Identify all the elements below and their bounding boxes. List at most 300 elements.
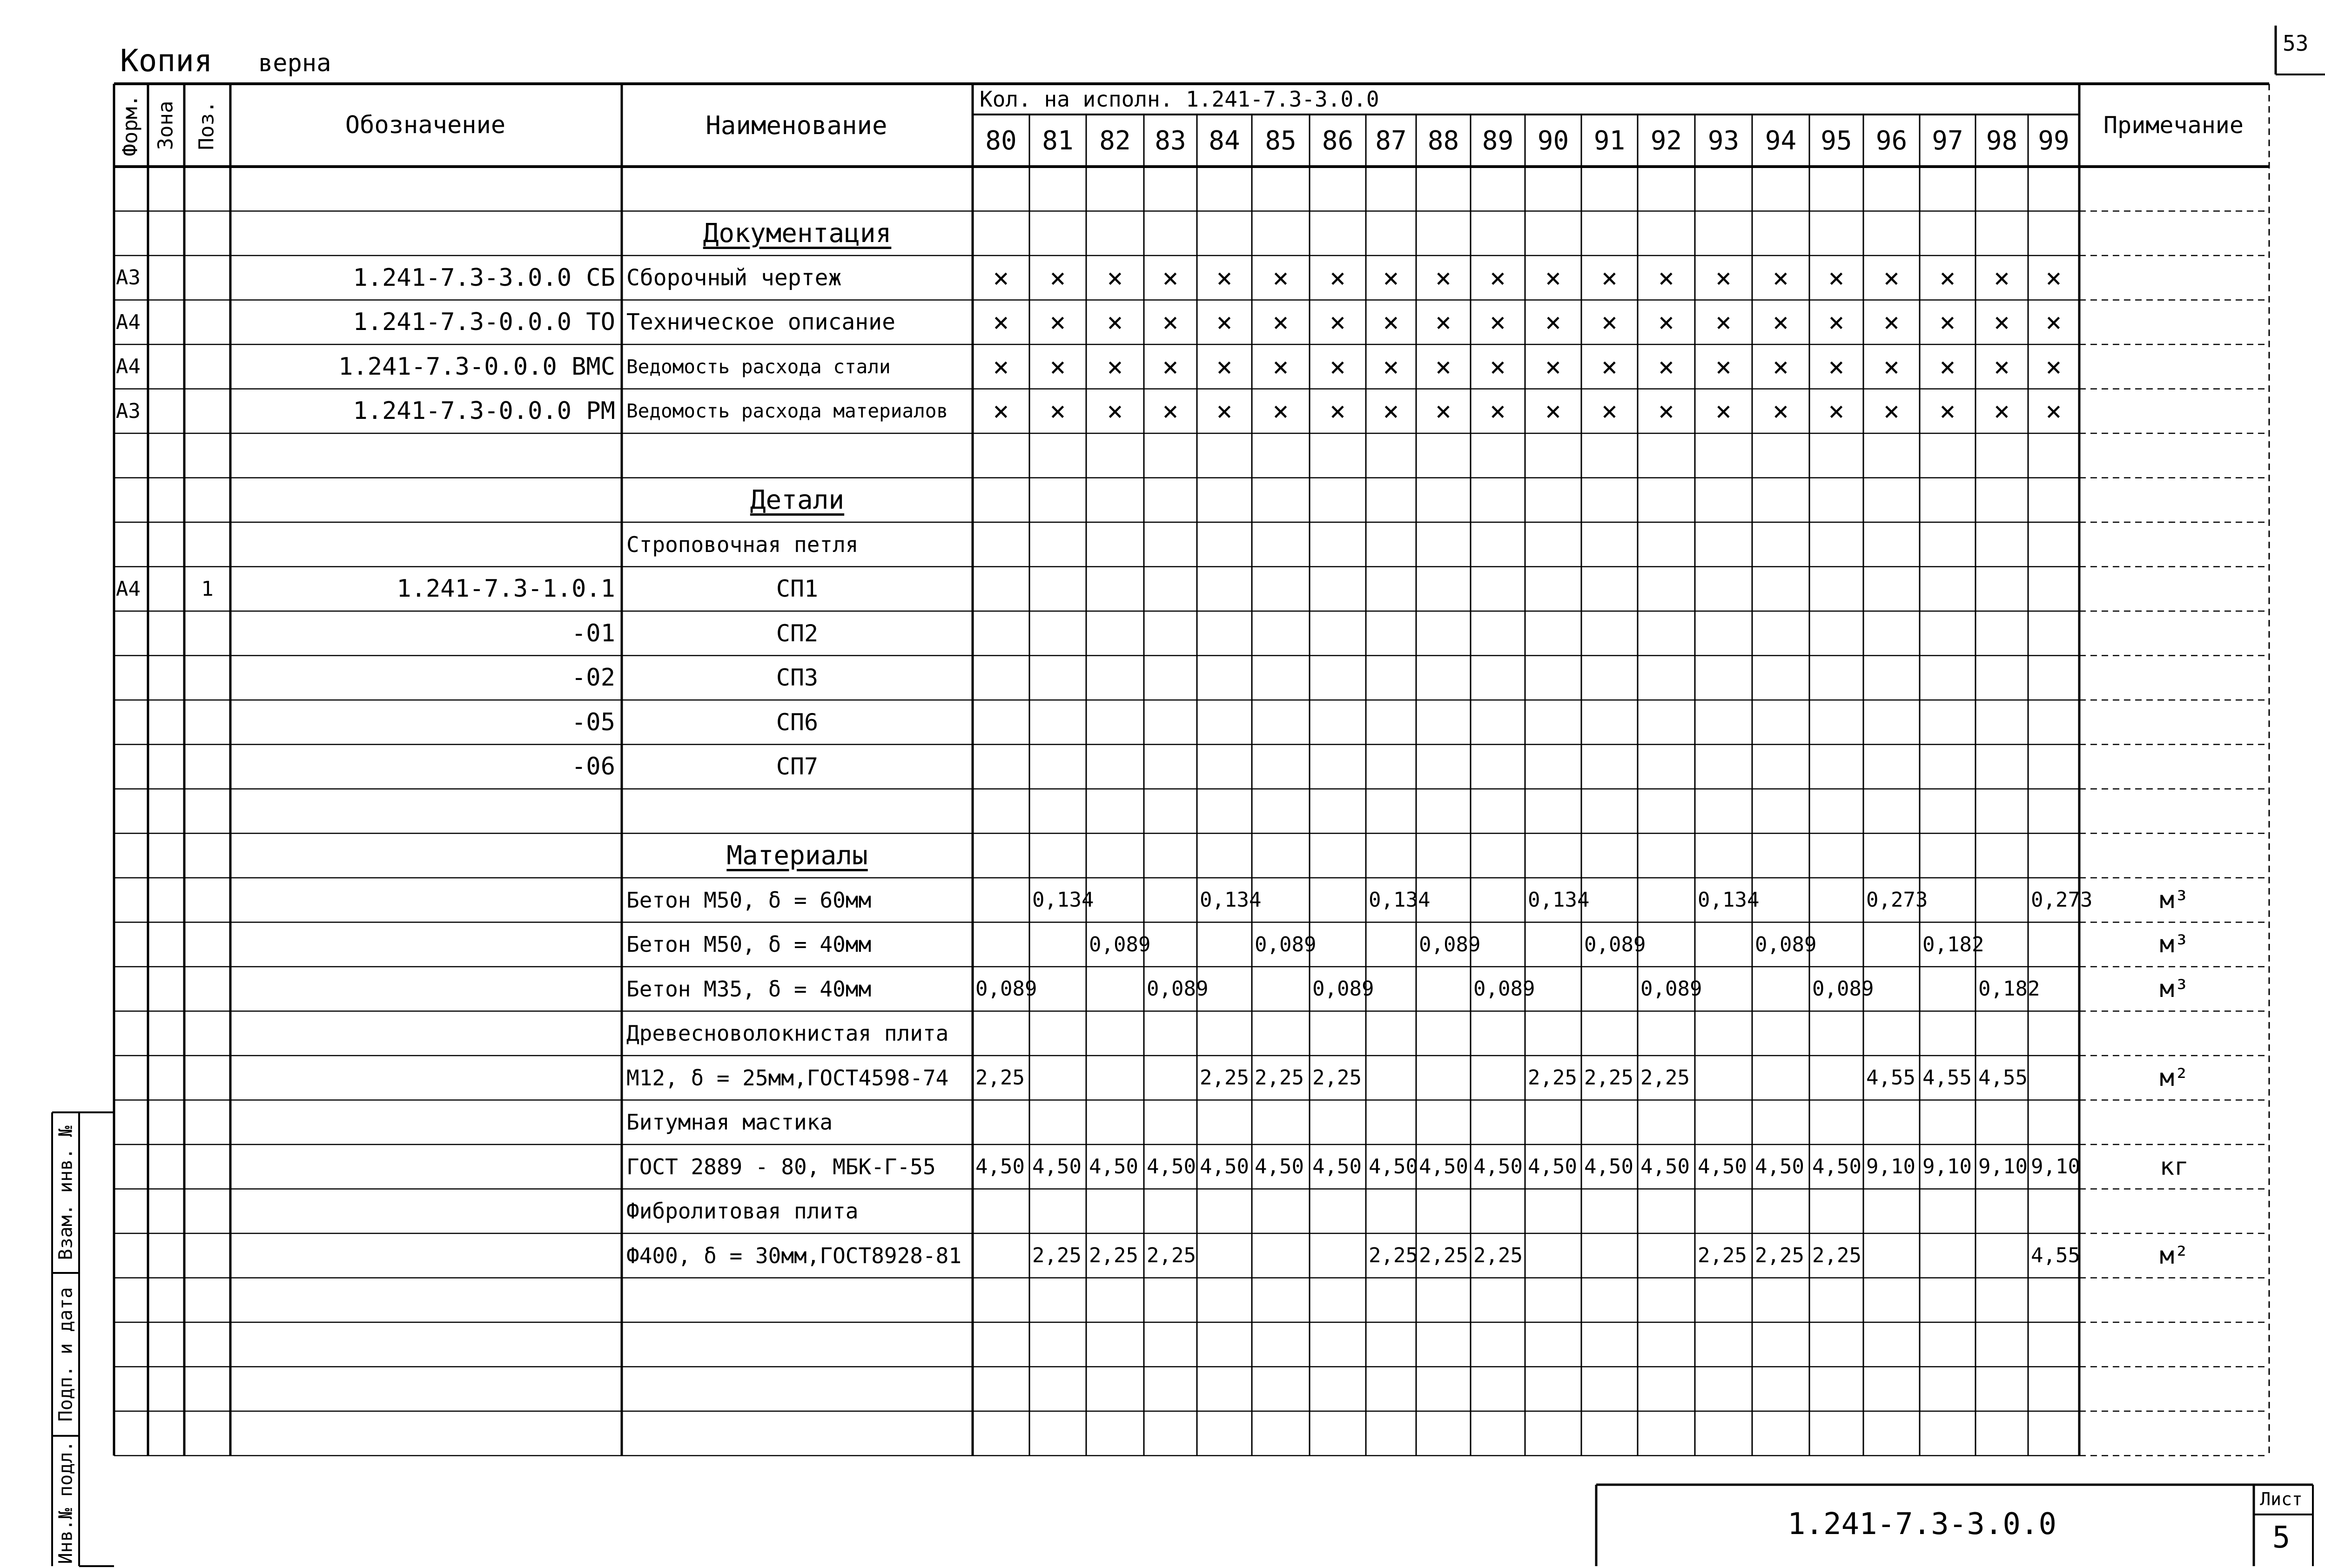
row-format — [114, 167, 148, 211]
corner-page-number: 53 — [2283, 31, 2309, 56]
qty-cell: × — [1658, 262, 1674, 294]
row-format — [114, 834, 148, 878]
row-position — [184, 834, 230, 878]
qty-cell: × — [1828, 306, 1845, 338]
row-position — [184, 300, 230, 345]
row-name: СП2 — [776, 619, 819, 647]
qty-cell — [1863, 922, 1920, 967]
qty-cell: 4,50 — [1200, 1155, 1249, 1179]
qty-cell: × — [1601, 350, 1618, 383]
stamp-word-correct: верна — [258, 49, 331, 77]
row-designation — [230, 1056, 622, 1100]
variant-header: 99 — [2038, 125, 2070, 156]
stamp-word-copy: Копия — [120, 43, 213, 79]
qty-cell: 4,50 — [1755, 1155, 1804, 1179]
qty-cell: 4,50 — [1312, 1155, 1362, 1179]
row-name: Сборочный чертеж — [626, 264, 842, 291]
qty-cell — [1752, 878, 1809, 922]
qty-cell: × — [1107, 306, 1123, 338]
qty-cell: × — [1773, 350, 1789, 383]
row-zone — [148, 1056, 184, 1100]
qty-cell — [1144, 878, 1197, 922]
qty-cell: 2,25 — [1755, 1244, 1804, 1268]
qty-cell: 0,089 — [1147, 977, 1209, 1001]
qty-cell — [1029, 922, 1086, 967]
row-format — [114, 611, 148, 656]
qty-cell: × — [1828, 395, 1845, 427]
row-zone — [148, 789, 184, 834]
qty-cell — [1695, 967, 1752, 1011]
qty-cell: 2,25 — [1473, 1244, 1523, 1268]
variant-header: 92 — [1650, 125, 1682, 156]
row-format — [114, 1233, 148, 1278]
qty-cell: 4,50 — [1640, 1155, 1690, 1179]
row-designation — [230, 478, 622, 523]
header-note: Примечание — [2103, 112, 2244, 139]
row-format — [114, 211, 148, 256]
qty-cell: × — [1330, 262, 1346, 294]
row-name: Фибролитовая плита — [626, 1198, 859, 1224]
qty-cell: 4,50 — [1032, 1155, 1082, 1179]
row-designation — [230, 433, 622, 478]
variant-header: 97 — [1932, 125, 1963, 156]
row-zone — [148, 834, 184, 878]
row-note — [2079, 789, 2269, 834]
qty-cell: × — [1715, 306, 1732, 338]
qty-cell: × — [2045, 306, 2062, 338]
qty-cell: × — [1162, 350, 1179, 383]
qty-cell — [1638, 878, 1695, 922]
row-name: Строповочная петля — [626, 532, 859, 557]
qty-cell: 0,273 — [1866, 888, 1928, 912]
qty-cell — [1471, 878, 1525, 922]
qty-cell: 2,25 — [1032, 1244, 1082, 1268]
qty-cell: × — [1216, 395, 1233, 427]
qty-cell: 0,134 — [1200, 888, 1262, 912]
qty-cell: 0,089 — [1255, 932, 1317, 956]
row-position — [184, 1144, 230, 1189]
qty-cell: 4,50 — [1089, 1155, 1138, 1179]
qty-cell: 0,273 — [2031, 888, 2093, 912]
qty-cell — [1863, 1233, 1920, 1278]
row-note — [2079, 745, 2269, 789]
qty-cell — [1416, 878, 1471, 922]
row-position — [184, 611, 230, 656]
row-note — [2079, 1011, 2269, 1056]
qty-cell: 0,134 — [1032, 888, 1094, 912]
qty-cell — [1638, 1233, 1695, 1278]
row-format — [114, 1144, 148, 1189]
qty-cell: × — [1330, 395, 1346, 427]
qty-cell: × — [993, 262, 1009, 294]
qty-cell: × — [1490, 306, 1506, 338]
qty-cell: × — [1490, 395, 1506, 427]
qty-cell: 2,25 — [1089, 1244, 1138, 1268]
row-designation: 1.241-7.3-0.0.0 ВМС — [338, 352, 615, 381]
qty-cell: × — [1435, 350, 1451, 383]
qty-cell: 0,089 — [1312, 977, 1374, 1001]
qty-cell: 4,55 — [1866, 1066, 1915, 1090]
qty-cell: × — [1939, 395, 1956, 427]
qty-cell — [1086, 967, 1144, 1011]
qty-cell: × — [1049, 350, 1066, 383]
qty-cell: × — [1994, 306, 2010, 338]
row-zone — [148, 344, 184, 389]
row-note: м³ — [2159, 930, 2189, 959]
qty-cell — [973, 878, 1029, 922]
qty-cell — [1581, 1233, 1638, 1278]
row-format — [114, 745, 148, 789]
qty-cell: 2,25 — [1312, 1066, 1362, 1090]
qty-cell: 4,50 — [1528, 1155, 1577, 1179]
row-note — [2079, 834, 2269, 878]
row-note — [2079, 389, 2269, 434]
title-sheet-label: Лист — [2260, 1489, 2303, 1509]
row-zone — [148, 878, 184, 922]
qty-cell: × — [1049, 262, 1066, 294]
qty-cell: × — [1773, 395, 1789, 427]
qty-cell: 4,50 — [1147, 1155, 1196, 1179]
row-zone — [148, 522, 184, 567]
row-format: А4 — [116, 310, 141, 334]
variant-header: 91 — [1593, 125, 1626, 156]
qty-cell — [1920, 878, 1976, 922]
qty-cell — [1695, 922, 1752, 967]
qty-cell: 2,25 — [975, 1066, 1025, 1090]
row-note: м³ — [2159, 886, 2189, 914]
qty-cell: × — [1107, 395, 1123, 427]
row-designation — [230, 1144, 622, 1189]
variant-header: 83 — [1155, 125, 1186, 156]
row-zone — [148, 567, 184, 612]
row-format: А3 — [116, 399, 141, 423]
qty-cell: 2,25 — [1255, 1066, 1304, 1090]
variant-header: 85 — [1265, 125, 1297, 156]
qty-cell — [1525, 922, 1581, 967]
row-zone — [148, 967, 184, 1011]
qty-cell — [1029, 967, 1086, 1011]
row-format — [114, 433, 148, 478]
sidebar-sign-date: Подп. и дата — [55, 1287, 77, 1422]
variant-header: 80 — [985, 125, 1017, 156]
qty-cell: × — [1715, 395, 1732, 427]
qty-cell: × — [1107, 350, 1123, 383]
qty-cell: × — [1545, 306, 1561, 338]
title-doc-code: 1.241-7.3-3.0.0 — [1787, 1507, 2056, 1541]
qty-cell: × — [1545, 395, 1561, 427]
row-name: Древесноволокнистая плита — [626, 1021, 949, 1046]
qty-cell: × — [1601, 262, 1618, 294]
qty-cell: × — [1162, 306, 1179, 338]
qty-cell: × — [1272, 350, 1289, 383]
row-name: СП3 — [776, 664, 819, 692]
row-format — [114, 1100, 148, 1145]
variant-header: 95 — [1821, 125, 1852, 156]
qty-cell: 0,134 — [1698, 888, 1760, 912]
qty-cell: × — [1773, 306, 1789, 338]
qty-cell — [1471, 922, 1525, 967]
qty-cell: × — [1330, 306, 1346, 338]
header-zone: Зона — [154, 101, 177, 150]
qty-cell: 0,089 — [1419, 932, 1481, 956]
row-format — [114, 1011, 148, 1056]
row-zone — [148, 1011, 184, 1056]
qty-cell: 2,25 — [1147, 1244, 1196, 1268]
row-position: 1 — [201, 577, 214, 601]
qty-cell: 0,089 — [1640, 977, 1702, 1001]
qty-cell: × — [1490, 262, 1506, 294]
row-designation: -05 — [571, 708, 615, 736]
row-name: СП1 — [776, 575, 819, 603]
row-note — [2079, 344, 2269, 389]
qty-cell — [1581, 967, 1638, 1011]
qty-cell — [1471, 1056, 1525, 1100]
qty-cell — [1310, 922, 1366, 967]
qty-cell: × — [1883, 350, 1900, 383]
row-note: м² — [2159, 1241, 2189, 1270]
row-zone — [148, 1189, 184, 1234]
qty-cell: 0,089 — [1089, 932, 1151, 956]
row-designation: -02 — [571, 664, 615, 692]
row-designation: 1.241-7.3-0.0.0 ТО — [353, 308, 615, 336]
qty-cell — [1416, 1056, 1471, 1100]
qty-cell — [1197, 967, 1252, 1011]
qty-cell: × — [1049, 306, 1066, 338]
qty-cell — [2028, 922, 2079, 967]
row-designation — [230, 878, 622, 922]
qty-cell: 4,55 — [2031, 1244, 2080, 1268]
header-designation: Обозначение — [345, 111, 506, 139]
qty-cell — [1086, 878, 1144, 922]
qty-cell: × — [993, 395, 1009, 427]
qty-cell: × — [1715, 350, 1732, 383]
row-format: А4 — [116, 355, 141, 379]
qty-cell: × — [1994, 395, 2010, 427]
qty-cell: 4,50 — [1812, 1155, 1861, 1179]
qty-cell: 2,25 — [1584, 1066, 1633, 1090]
qty-cell: 0,089 — [1584, 932, 1646, 956]
qty-cell — [1525, 967, 1581, 1011]
qty-cell — [1086, 1056, 1144, 1100]
qty-cell: 0,089 — [1755, 932, 1817, 956]
qty-cell: 4,50 — [1419, 1155, 1468, 1179]
row-designation — [230, 922, 622, 967]
row-name: Ведомость расхода материалов — [626, 400, 948, 423]
row-designation — [230, 967, 622, 1011]
row-note — [2079, 300, 2269, 345]
qty-cell: 9,10 — [1978, 1155, 2028, 1179]
qty-cell — [1366, 922, 1416, 967]
qty-cell — [1809, 878, 1863, 922]
qty-cell: × — [1435, 306, 1451, 338]
qty-cell: 4,50 — [1473, 1155, 1523, 1179]
variant-header: 87 — [1375, 125, 1407, 156]
row-position — [184, 389, 230, 434]
row-zone — [148, 300, 184, 345]
row-format — [114, 789, 148, 834]
row-position — [184, 700, 230, 745]
qty-cell: 0,182 — [1978, 977, 2040, 1001]
qty-cell — [1638, 922, 1695, 967]
row-zone — [148, 1233, 184, 1278]
qty-cell: × — [1828, 350, 1845, 383]
qty-cell: × — [1107, 262, 1123, 294]
row-zone — [148, 700, 184, 745]
row-designation — [230, 834, 622, 878]
qty-cell: × — [1330, 350, 1346, 383]
row-position — [184, 1189, 230, 1234]
qty-cell — [1416, 967, 1471, 1011]
row-position — [184, 1056, 230, 1100]
qty-cell — [1809, 922, 1863, 967]
row-note — [2079, 700, 2269, 745]
row-format — [114, 967, 148, 1011]
row-format: А3 — [116, 266, 141, 290]
row-format: А4 — [116, 577, 141, 601]
header-name: Наименование — [706, 110, 887, 140]
row-position — [184, 433, 230, 478]
qty-cell — [1252, 967, 1310, 1011]
row-note — [2079, 211, 2269, 256]
row-designation — [230, 522, 622, 567]
qty-cell: 9,10 — [1922, 1155, 1972, 1179]
row-note: кг — [2159, 1152, 2189, 1181]
qty-cell — [1863, 967, 1920, 1011]
qty-cell — [2028, 967, 2079, 1011]
qty-cell: 0,134 — [1528, 888, 1590, 912]
row-position — [184, 1100, 230, 1145]
qty-cell: × — [2045, 350, 2062, 383]
qty-cell: × — [1773, 262, 1789, 294]
row-name: Документация — [703, 218, 892, 249]
row-zone — [148, 211, 184, 256]
qty-cell: × — [1601, 306, 1618, 338]
qty-cell: × — [1383, 306, 1399, 338]
header-form: Форм. — [118, 94, 142, 156]
qty-cell — [1752, 967, 1809, 1011]
row-position — [184, 789, 230, 834]
qty-cell — [1144, 1056, 1197, 1100]
row-position — [184, 256, 230, 300]
row-note — [2079, 256, 2269, 300]
row-position — [184, 522, 230, 567]
variant-header: 96 — [1875, 125, 1908, 156]
qty-cell: × — [1272, 306, 1289, 338]
row-designation — [230, 167, 622, 211]
qty-cell: 4,55 — [1922, 1066, 1972, 1090]
row-zone — [148, 611, 184, 656]
row-name — [622, 433, 973, 478]
qty-cell: × — [1994, 350, 2010, 383]
variant-header: 94 — [1765, 125, 1797, 156]
row-designation — [230, 789, 622, 834]
qty-cell: 2,25 — [1369, 1244, 1418, 1268]
row-format — [114, 922, 148, 967]
title-sheet-number: 5 — [2272, 1521, 2291, 1555]
row-zone — [148, 1100, 184, 1145]
row-format — [114, 656, 148, 700]
qty-cell: × — [993, 306, 1009, 338]
qty-cell: 4,50 — [1369, 1155, 1418, 1179]
qty-cell: × — [1883, 395, 1900, 427]
row-note: м³ — [2159, 975, 2189, 1003]
qty-cell: × — [1939, 262, 1956, 294]
qty-cell: × — [1383, 395, 1399, 427]
variant-header: 93 — [1707, 125, 1740, 156]
qty-cell — [1197, 922, 1252, 967]
qty-cell: × — [1383, 350, 1399, 383]
qty-cell: 0,134 — [1369, 888, 1431, 912]
qty-cell: 4,50 — [1698, 1155, 1747, 1179]
row-name: Материалы — [726, 840, 868, 871]
row-format — [114, 878, 148, 922]
row-format — [114, 478, 148, 523]
row-zone — [148, 256, 184, 300]
qty-cell: 4,50 — [1584, 1155, 1633, 1179]
qty-cell — [1525, 1233, 1581, 1278]
qty-cell: × — [1435, 395, 1451, 427]
qty-cell: 2,25 — [1200, 1066, 1249, 1090]
qty-cell — [1581, 878, 1638, 922]
row-name: СП7 — [776, 753, 819, 781]
row-name: Бетон М35, δ = 40мм — [626, 976, 872, 1002]
row-format — [114, 700, 148, 745]
qty-cell: 9,10 — [2031, 1155, 2080, 1179]
qty-cell: 4,50 — [975, 1155, 1025, 1179]
qty-cell: 9,10 — [1866, 1155, 1915, 1179]
row-note — [2079, 478, 2269, 523]
variant-header: 88 — [1427, 125, 1459, 156]
qty-cell: × — [993, 350, 1009, 383]
row-designation — [230, 1011, 622, 1056]
qty-cell — [1976, 1233, 2028, 1278]
qty-cell: × — [1939, 306, 1956, 338]
row-name: Бетон М50, δ = 60мм — [626, 887, 872, 913]
qty-cell: 2,25 — [1812, 1244, 1861, 1268]
variant-header: 86 — [1322, 125, 1354, 156]
sidebar-replace-inv: Взам. инв. № — [55, 1125, 77, 1260]
row-name: Техническое описание — [626, 309, 895, 336]
qty-cell: × — [1162, 395, 1179, 427]
qty-cell — [1310, 1233, 1366, 1278]
variant-header: 82 — [1099, 125, 1131, 156]
qty-cell: 0,182 — [1922, 932, 1984, 956]
qty-cell — [2028, 1056, 2079, 1100]
row-name: СП6 — [776, 708, 819, 736]
row-designation — [230, 1233, 622, 1278]
qty-cell: × — [1216, 262, 1233, 294]
qty-cell — [1366, 967, 1416, 1011]
header-qty: Кол. на исполн. 1.241-7.3-3.0.0 — [980, 87, 1379, 112]
qty-cell: 4,50 — [1255, 1155, 1304, 1179]
qty-cell: 0,089 — [1473, 977, 1535, 1001]
row-format — [114, 1189, 148, 1234]
row-note — [2079, 1100, 2269, 1145]
row-name: Ведомость расхода стали — [626, 355, 891, 378]
qty-cell: 2,25 — [1419, 1244, 1468, 1268]
row-note — [2079, 433, 2269, 478]
row-zone — [148, 656, 184, 700]
row-position — [184, 167, 230, 211]
row-note — [2079, 656, 2269, 700]
qty-cell: × — [1545, 350, 1561, 383]
row-designation: 1.241-7.3-3.0.0 СБ — [353, 263, 615, 292]
qty-cell: × — [1383, 262, 1399, 294]
variant-header: 98 — [1986, 125, 2018, 156]
row-zone — [148, 1144, 184, 1189]
row-name: Бетон М50, δ = 40мм — [626, 932, 872, 957]
qty-cell — [1366, 1056, 1416, 1100]
